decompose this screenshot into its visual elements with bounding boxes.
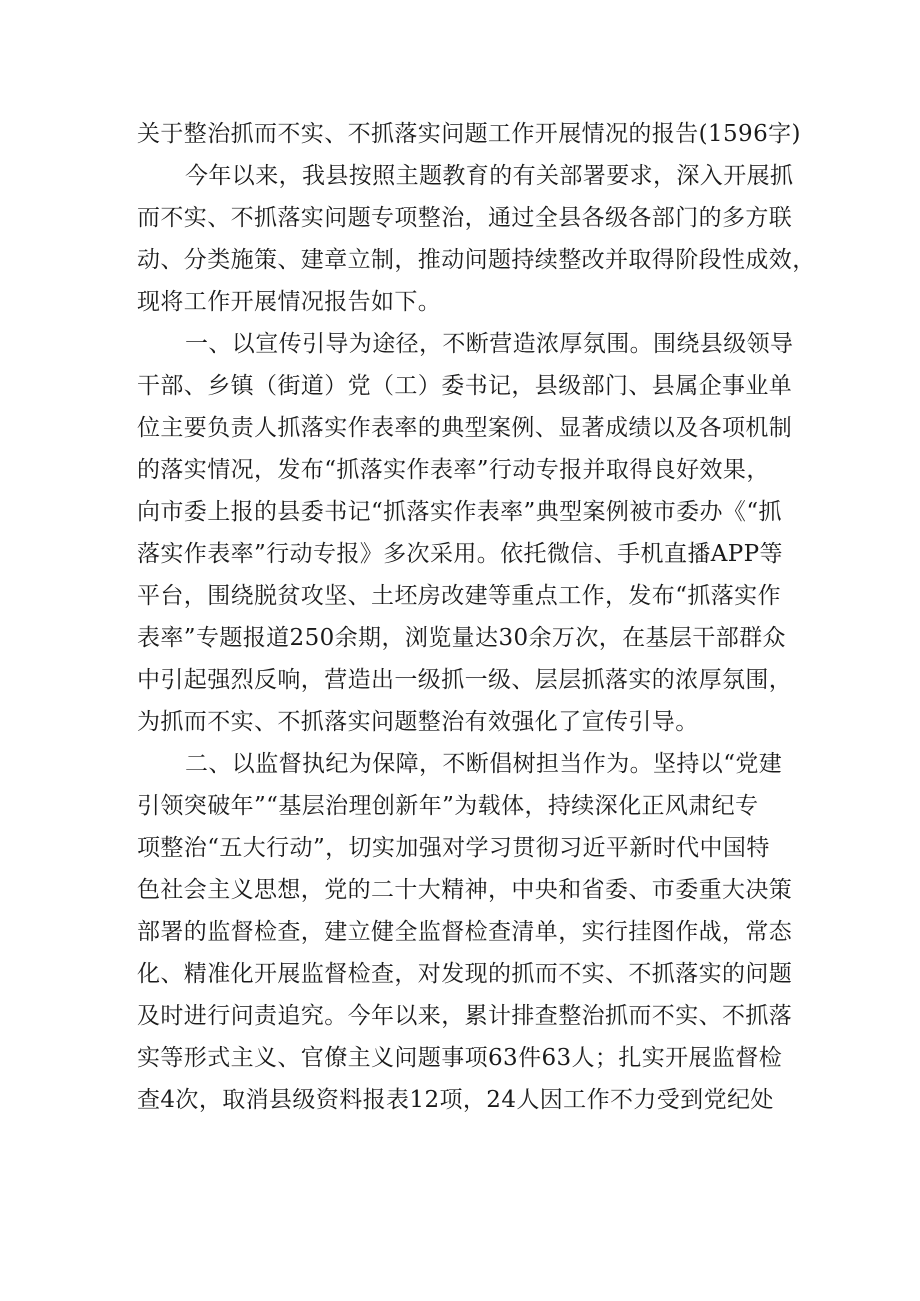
paragraph-line: 项整治“五大行动”，切实加强对学习贯彻习近平新时代中国特 (137, 835, 770, 861)
paragraph-line: 为抓而不实、不抓落实问题整治有效强化了宣传引导。 (137, 709, 699, 735)
paragraph-line: 部署的监督检查，建立健全监督检查清单，实行挂图作战，常态 (137, 919, 793, 945)
paragraph-line: 中引起强烈反响，营造出一级抓一级、层层抓落实的浓厚氛围， (137, 667, 793, 693)
document-title: 关于整治抓而不实、不抓落实问题工作开展情况的报告(1596字) (137, 121, 801, 147)
paragraph-line: 的落实情况，发布“抓落实作表率”行动专报并取得良好效果， (137, 457, 770, 483)
paragraph-line: 而不实、不抓落实问题专项整治，通过全县各级各部门的多方联 (137, 205, 793, 231)
paragraph-line: 现将工作开展情况报告如下。 (137, 289, 442, 315)
paragraph-line: 实等形式主义、官僚主义问题事项63件63人；扎实开展监督检 (137, 1045, 783, 1071)
section-two-paragraph (137, 743, 797, 1121)
paragraph-line: 落实作表率”行动专报》多次采用。依托微信、手机直播APP等 (137, 541, 783, 567)
intro-paragraph (137, 155, 816, 323)
paragraph-line: 及时进行问责追究。今年以来，累计排查整治抓而不实、不抓落 (137, 1003, 793, 1029)
paragraph-line: 今年以来，我县按照主题教育的有关部署要求，深入开展抓 (185, 163, 794, 189)
paragraph-line: 查4次，取消县级资料报表12项，24人因工作不力受到党纪处 (137, 1087, 774, 1113)
document-body (137, 113, 816, 1121)
paragraph-line: 色社会主义思想，党的二十大精神，中央和省委、市委重大决策 (137, 877, 793, 903)
paragraph-line: 位主要负责人抓落实作表率的典型案例、显著成绩以及各项机制 (137, 415, 793, 441)
paragraph-line: 化、精准化开展监督检查，对发现的抓而不实、不抓落实的问题 (137, 961, 793, 987)
paragraph-line: 一、以宣传引导为途径，不断营造浓厚氛围。围绕县级领导 (185, 331, 794, 357)
paragraph-line: 表率”专题报道250余期，浏览量达30余万次，在基层干部群众 (137, 625, 786, 651)
paragraph-line: 干部、乡镇（街道）党（工）委书记，县级部门、县属企事业单 (137, 373, 793, 399)
paragraph-line: 向市委上报的县委书记“抓落实作表率”典型案例被市委办《“抓 (137, 499, 782, 525)
paragraph-line: 二、以监督执纪为保障，不断倡树担当作为。坚持以“党建 (185, 751, 783, 777)
section-one-paragraph (137, 323, 797, 743)
paragraph-line: 动、分类施策、建章立制，推动问题持续整改并取得阶段性成效， (137, 247, 816, 273)
paragraph-line: 引领突破年”“基层治理创新年”为载体，持续深化正风肃纪专 (137, 793, 759, 819)
paragraph-line: 平台，围绕脱贫攻坚、土坯房改建等重点工作，发布“抓落实作 (137, 583, 781, 609)
